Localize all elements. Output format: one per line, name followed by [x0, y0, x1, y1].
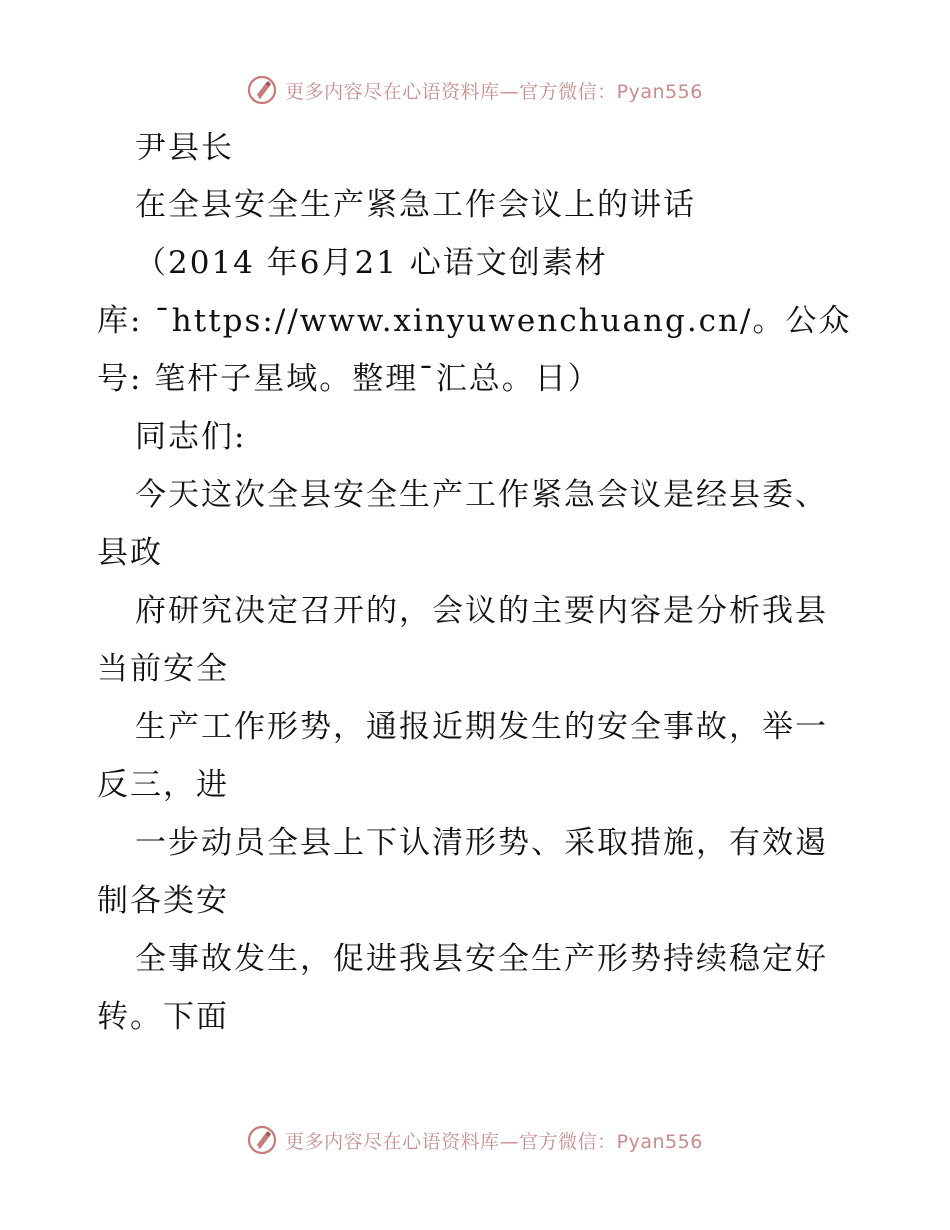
- date-note-line-1: （2014 年6月21 心语文创素材: [135, 245, 608, 281]
- paragraph-line: 制各类安: [97, 883, 229, 919]
- pen-logo-icon: [247, 1125, 277, 1155]
- salutation: 同志们:: [135, 419, 247, 455]
- footer-watermark: [0, 1122, 950, 1158]
- header-watermark: [0, 72, 950, 108]
- speaker-title: 尹县长: [135, 130, 234, 166]
- paragraph-line: 一步动员全县上下认清形势、采取措施，有效遏: [135, 825, 828, 861]
- paragraph-line: 县政: [97, 535, 163, 571]
- date-note-line-2: 库: ¯https://www.xinyuwenchuang.cn/。公众: [97, 303, 852, 339]
- watermark-text: 更多内容尽在心语资料库—官方微信：Pyan556: [285, 80, 703, 103]
- paragraph-line: 府研究决定召开的，会议的主要内容是分析我县: [135, 593, 828, 629]
- paragraph-line: 今天这次全县安全生产工作紧急会议是经县委、: [135, 477, 828, 513]
- paragraph-line: 反三，进: [97, 767, 229, 803]
- paragraph-line: 全事故发生，促进我县安全生产形势持续稳定好: [135, 941, 828, 977]
- speech-title: 在全县安全生产紧急工作会议上的讲话: [135, 187, 696, 223]
- watermark-text: 更多内容尽在心语资料库—官方微信：Pyan556: [285, 1130, 703, 1153]
- paragraph-line: 当前安全: [97, 651, 229, 687]
- paragraph-line: 生产工作形势，通报近期发生的安全事故，举一: [135, 709, 828, 745]
- pen-logo-icon: [247, 75, 277, 105]
- paragraph-line: 转。下面: [97, 999, 229, 1035]
- date-note-line-3: 号: 笔杆子星域。整理¯汇总。日）: [97, 361, 601, 397]
